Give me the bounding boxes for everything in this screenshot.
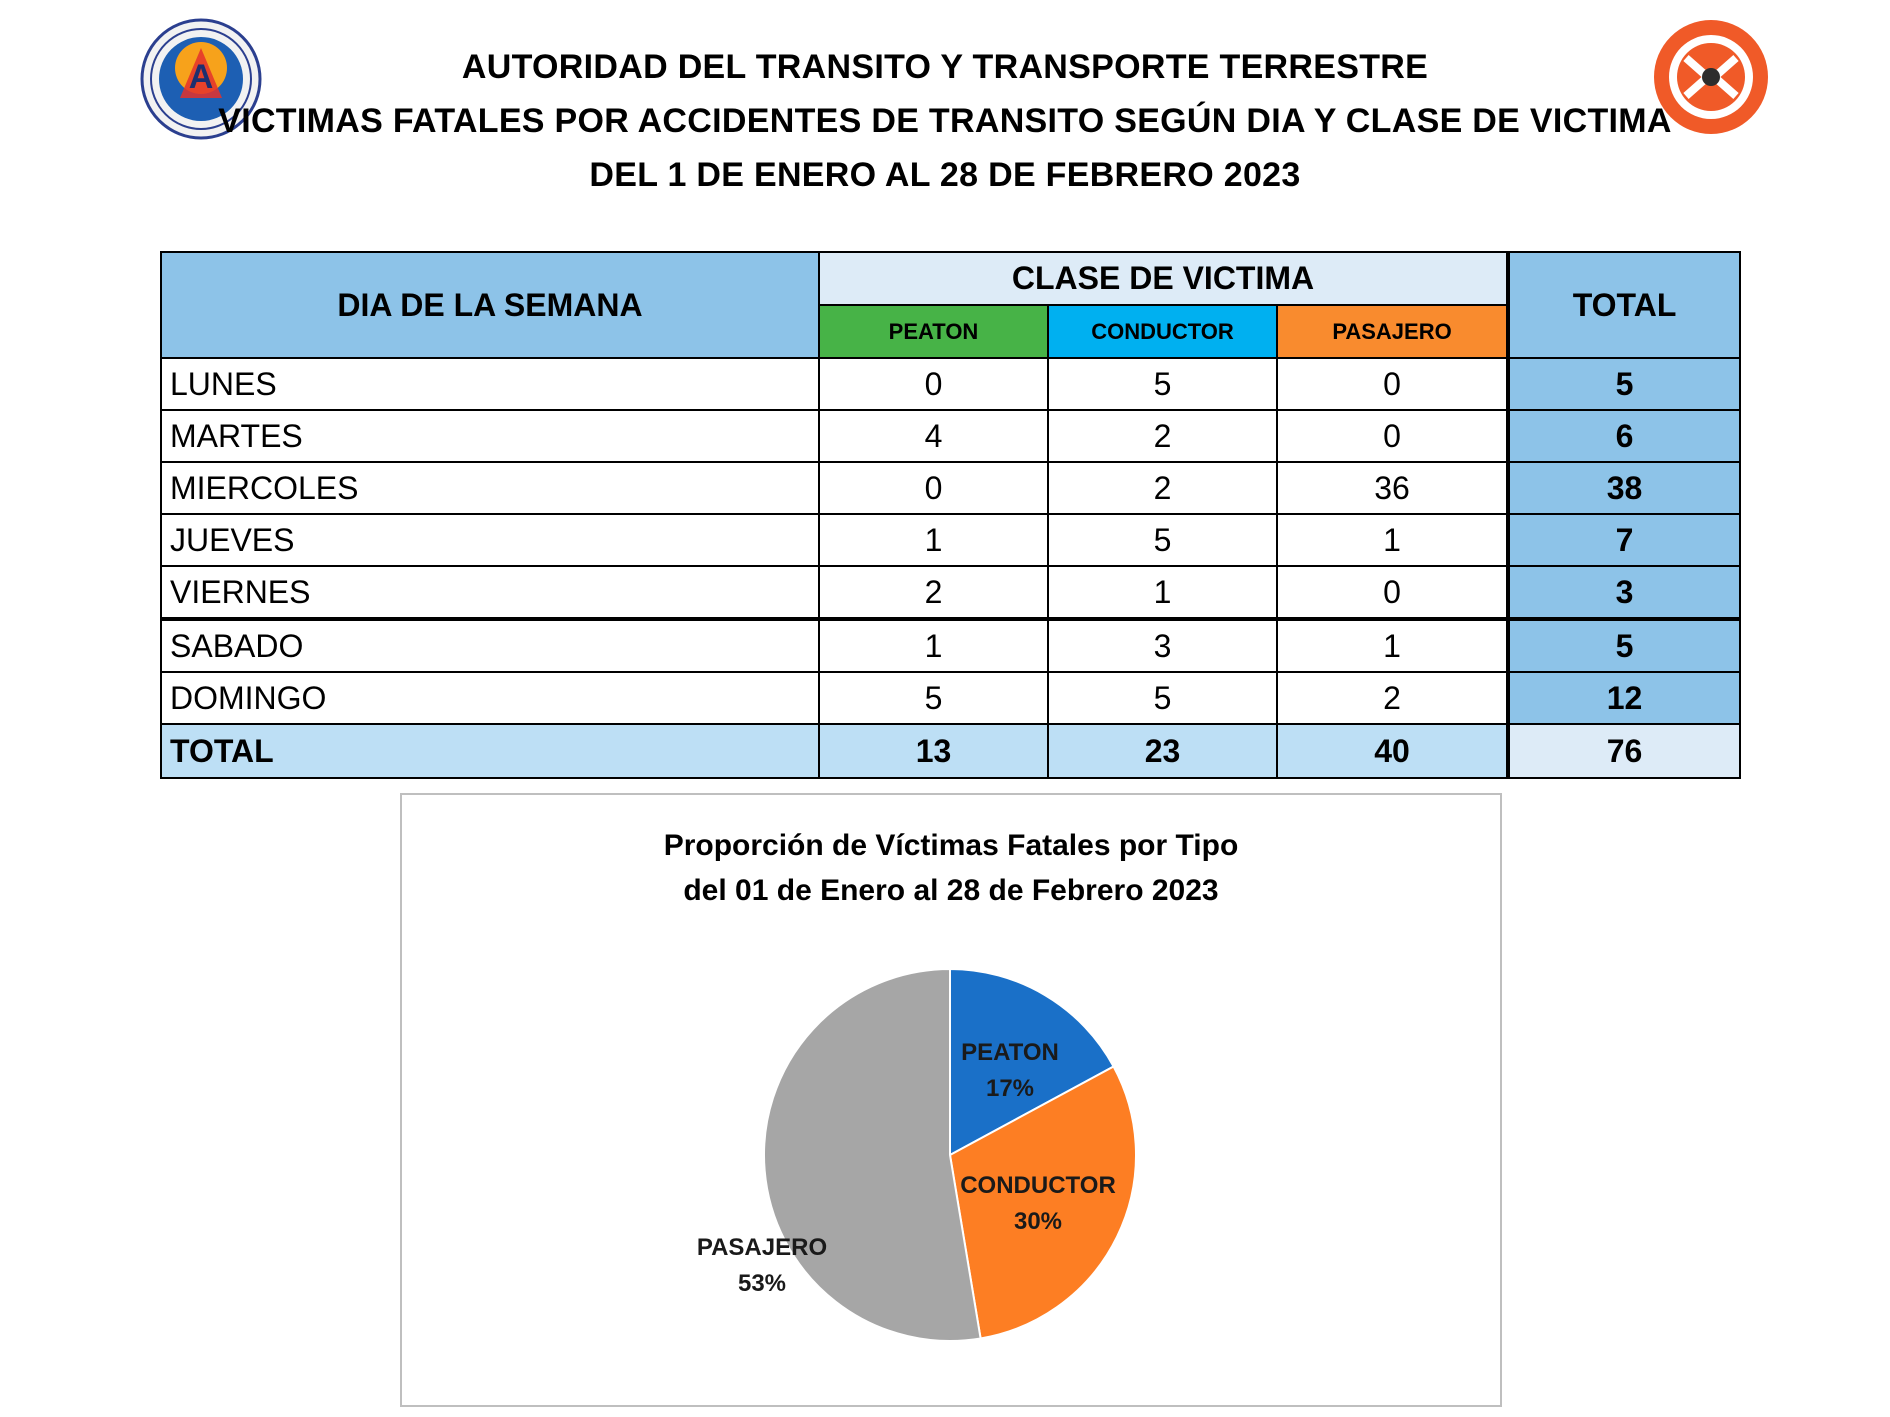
header-line-3: DEL 1 DE ENERO AL 28 DE FEBRERO 2023 xyxy=(589,156,1301,194)
pie-chart xyxy=(402,795,1500,1405)
total-cell: 3 xyxy=(1508,566,1740,619)
header-conductor: CONDUCTOR xyxy=(1048,305,1277,358)
conductor-cell: 3 xyxy=(1048,619,1277,672)
conductor-cell: 1 xyxy=(1048,566,1277,619)
day-cell: SABADO xyxy=(161,619,819,672)
total-cell: 6 xyxy=(1508,410,1740,462)
peaton-cell: 4 xyxy=(819,410,1048,462)
report-header xyxy=(0,40,1890,202)
total-peaton-cell: 13 xyxy=(819,724,1048,778)
pasajero-cell: 1 xyxy=(1277,514,1508,566)
table-row xyxy=(161,410,1740,462)
total-label-cell: TOTAL xyxy=(161,724,819,778)
total-cell: 7 xyxy=(1508,514,1740,566)
total-cell: 5 xyxy=(1508,358,1740,410)
peaton-cell: 5 xyxy=(819,672,1048,724)
pie-percent-conductor: 30% xyxy=(1013,1208,1063,1235)
pasajero-cell: 2 xyxy=(1277,672,1508,724)
conductor-cell: 5 xyxy=(1048,358,1277,410)
table-total-row xyxy=(161,724,1740,778)
total-pasajero-cell: 40 xyxy=(1277,724,1508,778)
chart-title-line-1: Proporción de Víctimas Fatales por Tipo xyxy=(663,829,1239,862)
header-victim-class: CLASE DE VICTIMA xyxy=(819,252,1508,305)
pie-chart-panel xyxy=(400,793,1502,1407)
svg-text:A: A xyxy=(188,58,214,96)
conductor-cell: 5 xyxy=(1048,514,1277,566)
table-row xyxy=(161,358,1740,410)
header-peaton: PEATON xyxy=(819,305,1048,358)
table-row xyxy=(161,462,1740,514)
peaton-cell: 0 xyxy=(819,462,1048,514)
header-day-of-week: DIA DE LA SEMANA xyxy=(161,252,819,358)
day-cell: JUEVES xyxy=(161,514,819,566)
table-row xyxy=(161,619,1740,672)
pie-label-peaton: PEATON xyxy=(961,1039,1059,1066)
header-pasajero: PASAJERO xyxy=(1277,305,1508,358)
conductor-cell: 2 xyxy=(1048,462,1277,514)
table-row xyxy=(161,672,1740,724)
pie-percent-pasajero: 53% xyxy=(737,1270,787,1297)
total-conductor-cell: 23 xyxy=(1048,724,1277,778)
day-cell: DOMINGO xyxy=(161,672,819,724)
pie-label-conductor: CONDUCTOR xyxy=(960,1172,1116,1199)
table-row xyxy=(161,514,1740,566)
pie-slice-pasajero xyxy=(764,969,981,1341)
peaton-cell: 0 xyxy=(819,358,1048,410)
conductor-cell: 5 xyxy=(1048,672,1277,724)
peaton-cell: 2 xyxy=(819,566,1048,619)
pasajero-cell: 0 xyxy=(1277,358,1508,410)
peaton-cell: 1 xyxy=(819,514,1048,566)
pasajero-cell: 0 xyxy=(1277,410,1508,462)
table-row xyxy=(161,566,1740,619)
victims-table-container xyxy=(160,251,1739,779)
conductor-cell: 2 xyxy=(1048,410,1277,462)
header-line-2: VICTIMAS FATALES POR ACCIDENTES DE TRANSITO SEGÚN DIA Y CLASE DE VICTIMA xyxy=(218,102,1672,140)
pasajero-cell: 0 xyxy=(1277,566,1508,619)
total-cell: 5 xyxy=(1508,619,1740,672)
chart-title-line-2: del 01 de Enero al 28 de Febrero 2023 xyxy=(683,874,1219,907)
day-cell: MARTES xyxy=(161,410,819,462)
peaton-cell: 1 xyxy=(819,619,1048,672)
victims-table xyxy=(160,251,1741,779)
total-cell: 12 xyxy=(1508,672,1740,724)
total-cell: 38 xyxy=(1508,462,1740,514)
header-line-1: AUTORIDAD DEL TRANSITO Y TRANSPORTE TERRESTRE xyxy=(461,48,1429,86)
day-cell: VIERNES xyxy=(161,566,819,619)
grand-total-cell: 76 xyxy=(1508,724,1740,778)
pasajero-cell: 1 xyxy=(1277,619,1508,672)
pasajero-cell: 36 xyxy=(1277,462,1508,514)
day-cell: MIERCOLES xyxy=(161,462,819,514)
pie-label-pasajero: PASAJERO xyxy=(696,1234,828,1261)
pie-percent-peaton: 17% xyxy=(985,1075,1035,1102)
header-total: TOTAL xyxy=(1508,252,1740,358)
day-cell: LUNES xyxy=(161,358,819,410)
